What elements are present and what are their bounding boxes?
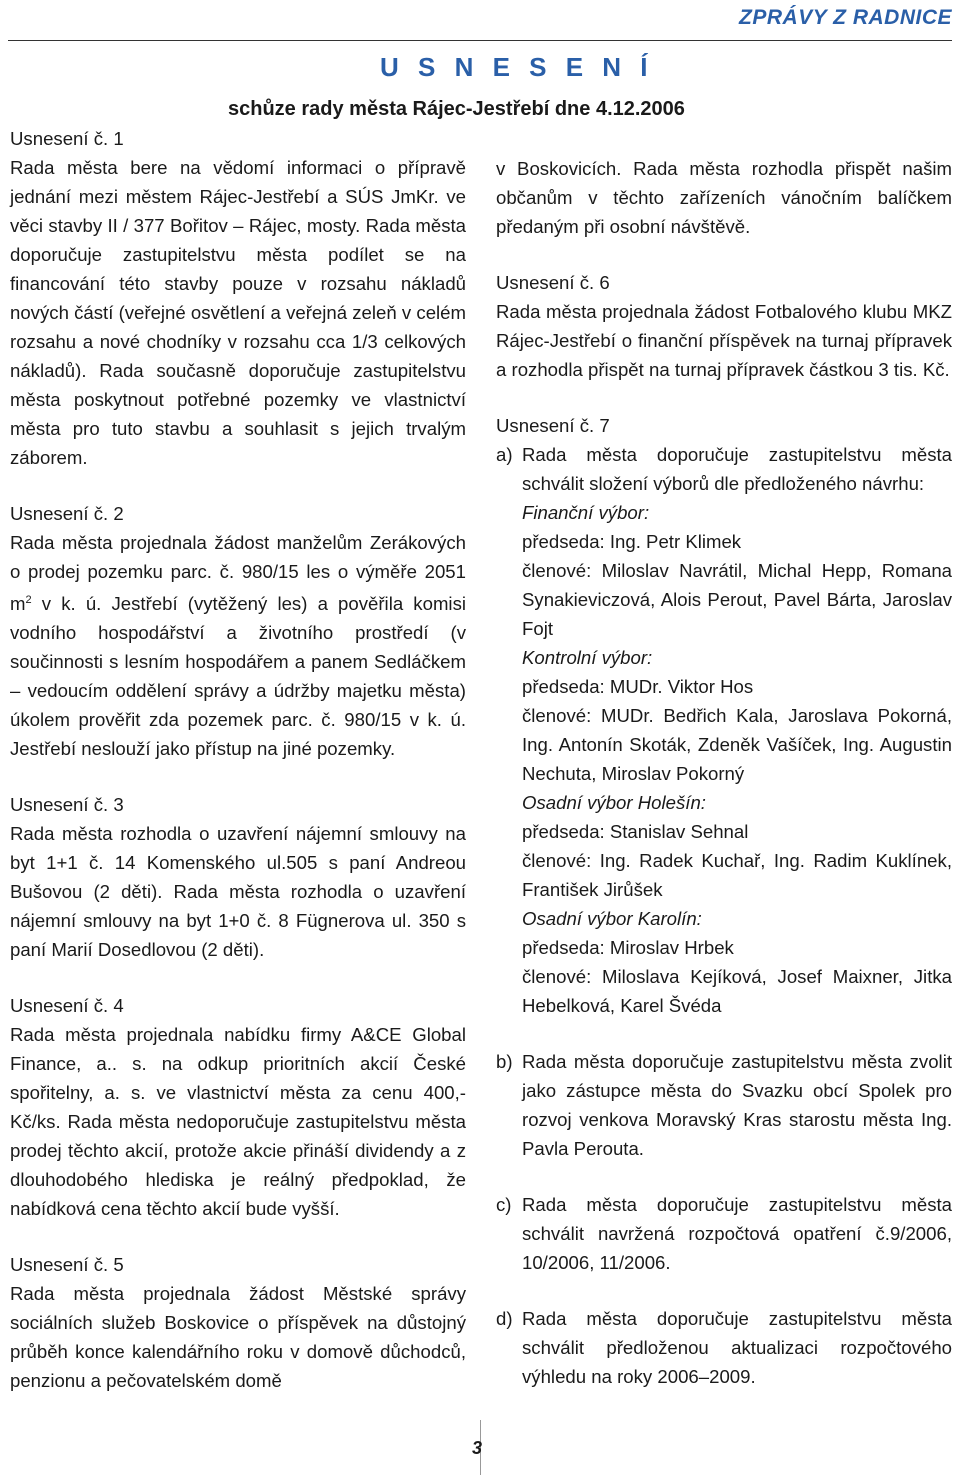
resolution-title: Usnesení č. 1 (10, 128, 124, 149)
committee-members: členové: Miloslav Navrátil, Michal Hepp, Romana Synakieviczová, Alois Perout, Pavel Bárta, Jaroslav Fojt (522, 560, 952, 639)
resolution-body-part: v k. ú. Jestřebí (vytěžený les) a pověřila komisi vodního hospodářství a životního prostředí (v součinnosti s lesním hospodářem a panem Sedláčkem – vedoucím oddělení správy a údržby majetku města) úkolem prověřit zda pozemek parc. č. 980/15 v k. ú. Jestřebí neslouží jako přístup na jiné pozemky. (10, 593, 466, 760)
resolution-body: Rada města rozhodla o uzavření nájemní smlouvy na byt 1+1 č. 14 Komenského ul.505 s paní Andreou Bušovou (2 děti). Rada města rozhodla o uzavření nájemní smlouvy na byt 1+0 č. 8 Fügnerova ul. 350 s paní Marií Dosedlovou (2 děti). (10, 823, 466, 961)
item-letter: c) (496, 1194, 512, 1215)
resolution-1 (10, 124, 466, 472)
item-body: Rada města doporučuje zastupitelstvu města schválit navržená rozpočtová opatření č.9/2006, 10/2006, 11/2006. (522, 1194, 952, 1273)
committee-chair: předseda: Miroslav Hrbek (522, 937, 734, 958)
resolution-body-part: Rada města projednala žádost manželům Zerákových o prodej pozemku parc. č. 980/15 les o výměře 2051 m (10, 532, 466, 615)
committee-name: Osadní výbor Karolín: (522, 908, 702, 929)
resolution-item-b (496, 1047, 952, 1163)
item-letter: a) (496, 444, 513, 465)
resolution-5 (10, 1250, 466, 1395)
resolution-6 (496, 268, 952, 384)
resolution-7 (496, 411, 952, 1391)
committee-members: členové: Miloslava Kejíková, Josef Maixner, Jitka Hebelková, Karel Švéda (522, 966, 952, 1016)
committee-chair: předseda: Stanislav Sehnal (522, 821, 749, 842)
resolution-body: Rada města projednala žádost Městské správy sociálních služeb Boskovice o příspěvek na důstojný průběh konce kalendářního roku v domově důchodců, penzionu a pečovatelském domě (10, 1283, 466, 1392)
superscript: 2 (25, 594, 32, 606)
page-number: 3 (472, 1438, 483, 1458)
resolution-5-continuation (496, 154, 952, 241)
committee-members: členové: Ing. Radek Kuchař, Ing. Radim Kuklínek, František Jirůšek (522, 850, 952, 900)
item-letter: d) (496, 1308, 513, 1329)
resolution-body: Rada města projednala žádost Fotbalového klubu MKZ Rájec-Jestřebí o finanční příspěvek na turnaj přípravek a rozhodla přispět na turnaj přípravek částkou 3 tis. Kč. (496, 301, 952, 380)
resolution-title: Usnesení č. 6 (496, 272, 610, 293)
right-column (496, 154, 952, 1418)
resolution-body: Rada města bere na vědomí informaci o přípravě jednání mezi městem Rájec-Jestřebí a SÚS JmKr. ve věci stavby II / 377 Bořitov – Rájec, mosty. Rada města doporučuje zastupitelstvu města podílet se na financování této stavby pouze v rozsahu nákladů nových částí (veřejné osvětlení a veřejná zeleň v celém rozsahu a nové chodníky v rozsahu cca 1/3 celkových nákladů). Rada současně doporučuje zastupitelstvu města poskytnout potřebné pozemky ve vlastnictví města pro tuto stavbu a souhlasit s jejich trvalým záborem. (10, 157, 466, 468)
resolution-body: v Boskovicích. Rada města rozhodla přispět našim občanům v těchto zařízeních vánočním balíčkem předaným při osobní návštěvě. (496, 158, 952, 237)
resolution-3 (10, 790, 466, 964)
resolution-title: Usnesení č. 2 (10, 503, 124, 524)
committee-chair: předseda: MUDr. Viktor Hos (522, 676, 754, 697)
committee-chair: předseda: Ing. Petr Klimek (522, 531, 742, 552)
resolution-body (10, 528, 466, 763)
page-title: U S N E S E N Í (380, 52, 654, 82)
item-letter: b) (496, 1051, 513, 1072)
left-column (10, 124, 466, 1422)
page-subtitle: schůze rady města Rájec-Jestřebí dne 4.12.2006 (228, 98, 685, 120)
item-body: Rada města doporučuje zastupitelstvu města schválit předloženou aktualizaci rozpočtového výhledu na roky 2006–2009. (522, 1308, 952, 1387)
committee-name: Osadní výbor Holešín: (522, 792, 706, 813)
resolution-4 (10, 991, 466, 1223)
resolution-title: Usnesení č. 7 (496, 415, 610, 436)
header-divider (8, 40, 952, 41)
resolution-body: Rada města projednala nabídku firmy A&CE Global Finance, a.. s. na odkup prioritních akcií České spořitelny, a. s. ve vlastnictví města za cenu 400,-Kč/ks. Rada města nedoporučuje zastupitelstvu města prodej těchto akcií, protože akcie přináší dividendy a z dlouhodobého hlediska je reálný předpoklad, že nabídková cena těchto akcií bude vyšší. (10, 1024, 466, 1220)
committee-name: Kontrolní výbor: (522, 647, 653, 668)
item-body: Rada města doporučuje zastupitelstvu města zvolit jako zástupce města do Svazku obcí Spolek pro rozvoj venkova Moravský Kras starostu města Ing. Pavla Perouta. (522, 1051, 952, 1159)
section-tag: ZPRÁVY Z RADNICE (739, 6, 952, 29)
resolution-item-a (496, 440, 952, 1020)
resolution-title: Usnesení č. 5 (10, 1254, 124, 1276)
resolution-item-c (496, 1190, 952, 1277)
resolution-title: Usnesení č. 3 (10, 794, 124, 816)
committee-name: Finanční výbor: (522, 502, 650, 523)
committee-members: členové: MUDr. Bedřich Kala, Jaroslava Pokorná, Ing. Antonín Skoták, Zdeněk Vašíček, Ing. Augustin Nechuta, Miroslav Pokorný (522, 705, 952, 784)
item-intro: Rada města doporučuje zastupitelstvu města schválit složení výborů dle předloženého návrhu: (522, 444, 952, 494)
item-body (522, 440, 952, 1020)
resolution-title: Usnesení č. 4 (10, 995, 124, 1017)
resolution-item-d (496, 1304, 952, 1391)
resolution-2 (10, 499, 466, 763)
